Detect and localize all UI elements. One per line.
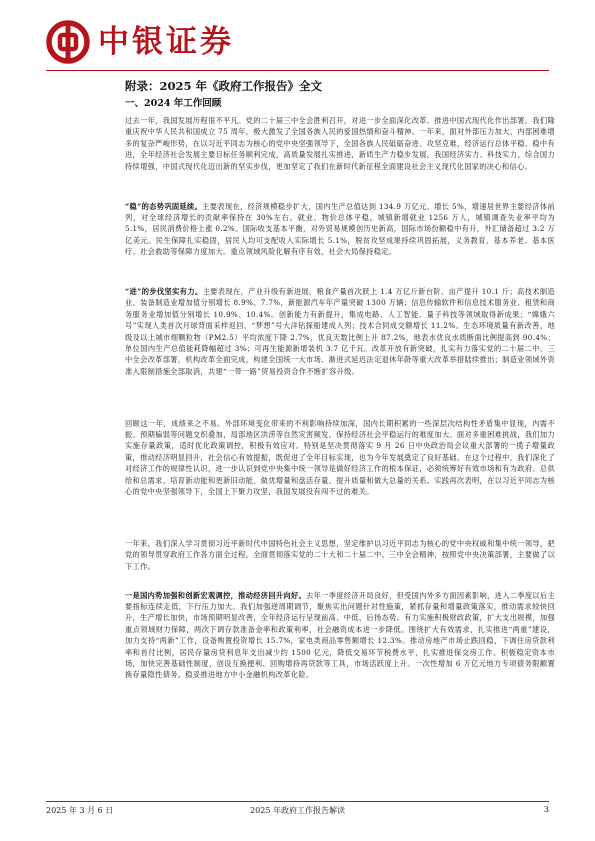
paragraph-lead: 一是国内势加强和创新宏观调控，推动经济回升向好。 (125, 590, 307, 600)
paragraph-lead: “稳”的态势巩固延续。 (125, 201, 203, 211)
section-heading: 一、2024 年工作回顾 (125, 98, 222, 109)
paragraph-overview (125, 115, 555, 195)
paragraph-text: 主要表现在，产业升级有新进展，粮食产量首次跃上 1.4 万亿斤新台阶、亩产提升 10.1 斤；高技术制造业、装备制造业增加值分别增长 8.9%、7.7%，新能源汽车年产量突破 1300 万辆；信息传输软件和信息技术服务业、租赁和商务服务业增加值分别增长 10.9%、10.4%。创新能力有新提升，集成电路、人工智能、量子科技等领域取得新成果；“嫦娥六号”实现人类首次月球背面采样返回，“梦想”号大洋钻探船建成入列；技术合同成交额增长 11.2%。生态环境质量有新改善，地级及以上城市细颗粒物（PM2.5）平均浓度下降 2.7%，优良天数比例上升 87.2%，地表水优良水质断面比例提高到 90.4%；单位国内生产总值能耗降幅超过 3%；可再生能源新增装机 3.7 亿千瓦。改革开放有新突破，扎实有力落实党的二十届二中、三中全会改革部署，机构改革全面完成，构建全国统一大市场、渐进式延迟法定退休年龄等重大改革举措陆续推出；制造业领域外资准入限制措施全部取消，共建“一带一路”贸易投资合作不断扩容升级。 (125, 287, 555, 376)
paragraph-review (125, 418, 555, 533)
paragraph-text: 回顾这一年，成绩来之不易。外部环境变化带来的不利影响持续加深，国内长期积累的一些深层次结构性矛盾集中显现，内需不振、预期偏弱等问题交织叠加，局部地区洪涝等自然灾害频发，保持经济社会平稳运行的难度加大。面对多重困难挑战，我们加力实施存量政策，适时优化政策调控，积极有效应对。特别是坚决贯彻落实 9 月 26 日中央政治局会议重大部署的一揽子增量政策，推动经济明显回升，社会信心有效提振，既促进了全年目标实现，也为今年发展奠定了良好基础。在这个过程中，我们深化了对经济工作的规律性认识，进一步认识到党中央集中统一领导是做好经济工作的根本保证，必须统筹好有效市场和有为政府、总供给和总需求、培育新动能和更新旧动能、做优增量和盘活存量、提升质量和做大总量的关系。实践再次表明，在以习近平同志为核心的党中央坚强领导下，全国上下聚力攻坚，我国发展没有闯不过的难关。 (125, 418, 555, 496)
paragraph-progress (125, 286, 555, 412)
paragraph-macro-control (125, 590, 555, 716)
paragraph-text: 过去一年，我国发展历程很不平凡。党的二十届三中全会胜利召开，对进一步全面深化改革、推进中国式现代化作出部署。我们隆重庆祝中华人民共和国成立 75 周年，极大激发了全国各族人民的爱国热情和奋斗精神。一年来，面对外部压力加大、内部困难增多的复杂严峻形势，在以习近平同志为核心的党中央坚强领导下，全国各族人民砥砺奋进、攻坚克难，经济运行总体平稳、稳中有进，全年经济社会发展主要目标任务顺利完成，高质量发展扎实推进，新质生产力稳步发展，我国经济实力、科技实力、综合国力持续增强，中国式现代化迈出新的坚实步伐，更加坚定了我们在新时代新征程全面建设社会主义现代化国家的决心和信心。 (125, 116, 555, 171)
brand-logo (46, 20, 234, 64)
footer-divider (46, 801, 549, 802)
footer-report-title: 2025 年政府工作报告解读 (250, 806, 345, 815)
paragraph-text: 一年来，我们深入学习贯彻习近平新时代中国特色社会主义思想，坚定维护以习近平同志为核心的党中央权威和集中统一领导，把党的领导贯穿政府工作各方面全过程，全面贯彻落实党的二十大和二十届二中、三中全会精神，按照党中央决策部署，主要做了以下工作。 (125, 539, 555, 571)
paragraph-lead: “进”的步伐坚实有力。 (125, 287, 203, 296)
brand-name: 中银证券 (98, 24, 234, 60)
bank-of-china-logo-icon (46, 20, 90, 64)
page-number: 3 (543, 805, 549, 814)
header-divider (46, 70, 549, 71)
footer-date: 2025 年 3 月 6 日 (46, 806, 114, 815)
report-body (125, 97, 555, 721)
paragraph-text: 主要表现在，经济规模稳步扩大，国内生产总值达到 134.9 万亿元、增长 5%，增速居世界主要经济体前列，对全球经济增长的贡献率保持在 30%左右。就业、物价总体平稳，城镇新增就业 1256 万人，城镇调查失业率平均为 5.1%，居民消费价格上涨 0.2%。国际收支基本平衡，对外贸易规模创历史新高，国际市场份额稳中有升，外汇储备超过 3.2 万亿美元。民生保障扎实稳固，居民人均可支配收入实际增长 5.1%，脱贫攻坚成果持续巩固拓展，义务教育、基本养老、基本医疗、社会救助等保障力度加大。重点领域风险化解有序有效，社会大局保持稳定。 (125, 201, 555, 257)
paragraph-stability (125, 201, 555, 281)
paragraph-work-summary (125, 538, 555, 584)
page-title: 附录：2025 年《政府工作报告》全文 (125, 79, 323, 93)
paragraph-text: 去年一季度经济开局良好，但受国内外多方面因素影响，进入二季度以后主要指标连续走低，下行压力加大。我们加强逆周期调节，聚焦实出问题针对性施策，紧抓存量和增量政策落实，推动需求较快回升，生产增长加快，市场预期明显改善，全年经济运行呈现前高、中低、后扬态势。有力实施积极财政政策，扩大支出规模，加强重点领域财力保障，两次下调存款准备金率和政策利率，社会融资成本进一步降低。围绕扩大有效需求，扎实推进“两重”建设，加力支持“两新”工作，设备购置投资增长 15.7%，家电类商品零售额增长 12.3%。推动房地产市场止跌回稳，下调住房贷款利率和首付比例，居民存量房贷利息年支出减少约 1500 亿元，降低交易环节税费水平，扎实推进保交房工作。积极稳定资本市场，加快完善基础性制度，创设互换便利、回购增持再贷款等工具，市场活跃度上升。一次性增加 6 万亿元地方专项债务限额置换存量隐性债务。稳妥推进地方中小金融机构改革化险。 (125, 590, 555, 680)
